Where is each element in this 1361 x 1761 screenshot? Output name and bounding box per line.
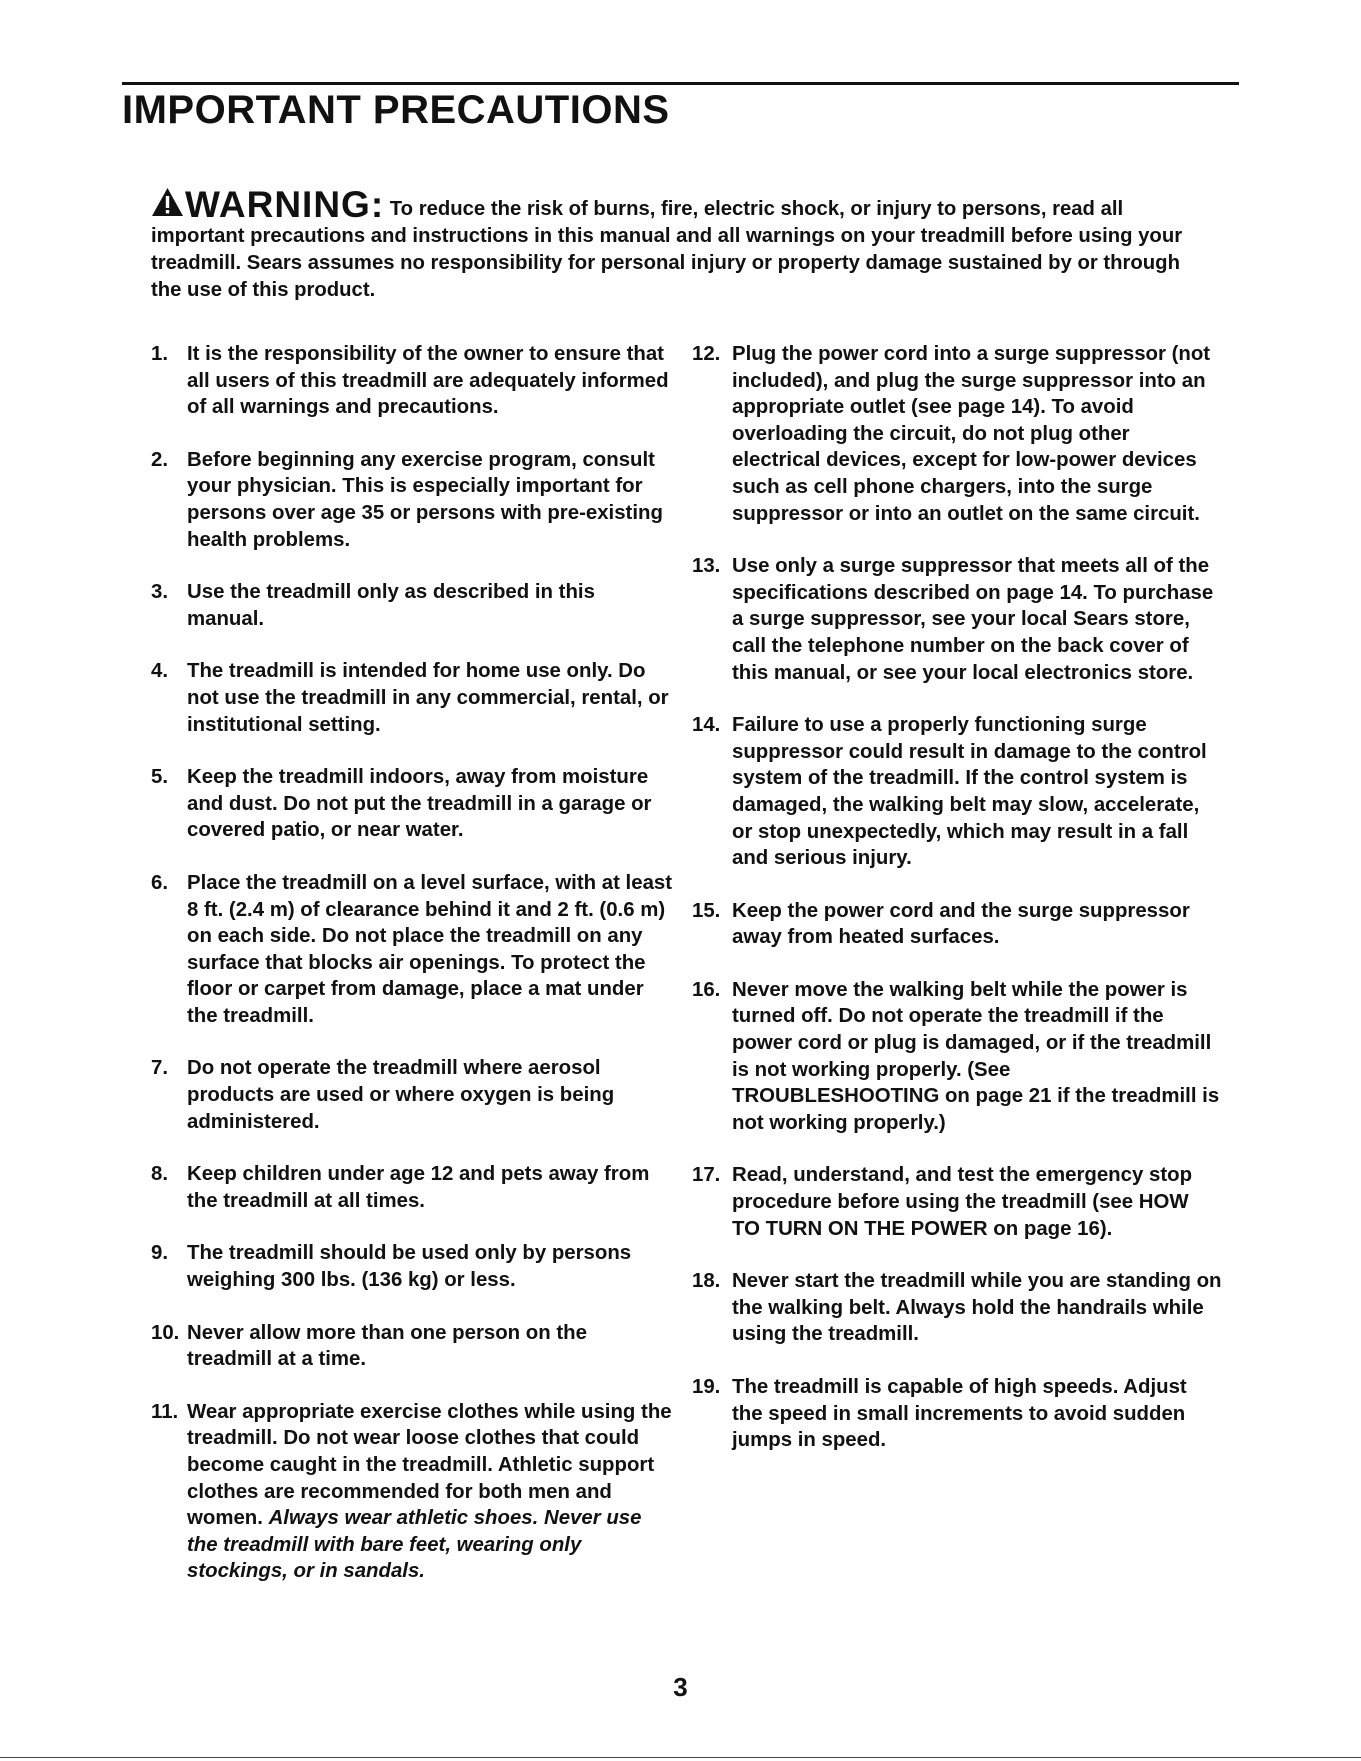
precaution-body: The treadmill is capable of high speeds. Adjust the speed in small increments to avoid sudden jumps in speed. [732, 1376, 1187, 1452]
precaution-number: 18. [692, 1270, 721, 1293]
precaution-text [187, 1055, 676, 1135]
precaution-item [692, 1268, 1222, 1348]
precaution-item [692, 1162, 1222, 1242]
precaution-text [187, 1399, 676, 1585]
precaution-number: 3. [151, 581, 169, 604]
precaution-text [732, 553, 1222, 686]
precaution-text [732, 1374, 1222, 1454]
precaution-number: 13. [692, 555, 721, 578]
precaution-item [151, 341, 676, 421]
precaution-text [187, 1240, 676, 1293]
precaution-text [187, 1320, 676, 1373]
precaution-item [151, 1161, 676, 1214]
precaution-number: 4. [151, 660, 169, 683]
precaution-body: Plug the power cord into a surge suppressor (not included), and plug the surge suppressor into an appropriate outlet (see page 14). To avoid overloading the circuit, do not plug other electrical devices, except for low-power devices such as cell phone chargers, into the surge suppressor or into an outlet on the same circuit. [732, 343, 1211, 525]
warning-text: To reduce the risk of burns, fire, electric shock, or injury to persons, read all important precautions and instructions in this manual and all warnings on your treadmill before using your treadmill. Sears assumes no responsibility for personal injury or property damage sustained by or through the use of this product. [151, 198, 1183, 301]
warning-block [151, 184, 1211, 304]
precaution-item [151, 658, 676, 738]
precaution-body: Before beginning any exercise program, consult your physician. This is especially important for persons over age 35 or persons with pre-existing health problems. [187, 448, 663, 551]
precaution-item [692, 898, 1222, 951]
precaution-body: It is the responsibility of the owner to ensure that all users of this treadmill are adequately informed of all warnings and precautions. [187, 343, 669, 419]
precaution-item [692, 341, 1222, 527]
precaution-number: 11. [151, 1400, 179, 1423]
precaution-number: 6. [151, 871, 169, 894]
precaution-text [187, 1161, 676, 1214]
precaution-body: Use the treadmill only as described in this manual. [187, 581, 595, 630]
precaution-body: Wear appropriate exercise clothes while using the treadmill. Do not wear loose clothes that could become caught in the treadmill. Athletic support clothes are recommended for both men and women. [187, 1400, 672, 1530]
warning-label: WARNING: [185, 184, 385, 225]
precaution-number: 16. [692, 978, 721, 1001]
precaution-number: 17. [692, 1164, 721, 1187]
bottom-rule [0, 1757, 1361, 1758]
precaution-number: 9. [151, 1242, 169, 1265]
precaution-text [187, 341, 676, 421]
precaution-number: 14. [692, 714, 721, 737]
precaution-text [732, 1268, 1222, 1348]
page-title: IMPORTANT PRECAUTIONS [122, 88, 670, 132]
precaution-number: 1. [151, 343, 169, 365]
precaution-body: Keep the power cord and the surge suppressor away from heated surfaces. [732, 899, 1190, 949]
precaution-text [187, 764, 676, 844]
precaution-item [692, 553, 1222, 686]
precaution-text [732, 898, 1222, 951]
precaution-item [692, 977, 1222, 1137]
precaution-number: 15. [692, 899, 721, 922]
precaution-text [187, 658, 676, 738]
precaution-body: Never start the treadmill while you are standing on the walking belt. Always hold the handrails while using the treadmill. [732, 1270, 1222, 1346]
precaution-item [151, 579, 676, 632]
precaution-item [692, 712, 1222, 872]
precaution-body: Place the treadmill on a level surface, with at least 8 ft. (2.4 m) of clearance behind it and 2 ft. (0.6 m) on each side. Do not place the treadmill on any surface that blocks air openings. To protect the floor or carpet from damage, place a mat under the treadmill. [187, 871, 673, 1027]
precaution-text [187, 870, 676, 1030]
top-rule [122, 82, 1239, 85]
precaution-item [151, 1240, 676, 1293]
precaution-item [692, 1374, 1222, 1454]
precaution-number: 2. [151, 448, 169, 471]
precaution-body: Keep children under age 12 and pets away from the treadmill at all times. [187, 1163, 650, 1212]
precaution-number: 8. [151, 1163, 169, 1186]
precaution-body: Never move the walking belt while the power is turned off. Do not operate the treadmill if the power cord or plug is damaged, or if the treadmill is not working properly. (See TROUBLESHOOTING on page 21 if the treadmill is not working properly.) [732, 978, 1220, 1134]
precaution-item [151, 764, 676, 844]
precaution-body: Read, understand, and test the emergency stop procedure before using the treadmill (see HOW TO TURN ON THE POWER on page 16). [732, 1164, 1193, 1240]
precaution-text [732, 341, 1222, 527]
precaution-text [187, 579, 676, 632]
precautions-right-column [692, 341, 1222, 1480]
precaution-text [187, 447, 676, 553]
precaution-number: 5. [151, 766, 169, 789]
precaution-item [151, 447, 676, 553]
precaution-number: 10. [151, 1321, 180, 1344]
precaution-body: The treadmill should be used only by persons weighing 300 lbs. (136 kg) or less. [187, 1242, 632, 1292]
precaution-item [151, 870, 676, 1030]
precautions-left-column [151, 341, 676, 1611]
precaution-body: Failure to use a properly functioning surge suppressor could result in damage to the control system of the treadmill. If the control system is damaged, the walking belt may slow, accelerate, or stop unexpectedly, which may result in a fall and serious injury. [732, 714, 1207, 870]
precaution-item [151, 1399, 676, 1585]
precaution-body: Never allow more than one person on the treadmill at a time. [187, 1321, 587, 1371]
precaution-text [732, 1162, 1222, 1242]
precaution-body: The treadmill is intended for home use only. Do not use the treadmill in any commercial, rental, or institutional setting. [187, 660, 669, 736]
precaution-number: 12. [692, 343, 721, 365]
precaution-body: Use only a surge suppressor that meets all of the specifications described on page 14. To purchase a surge suppressor, see your local Sears store, call the telephone number on the back cover of this manual, or see your local electronics store. [732, 555, 1214, 684]
precaution-text [732, 977, 1222, 1137]
precaution-number: 19. [692, 1376, 721, 1398]
precaution-item [151, 1055, 676, 1135]
precaution-body: Keep the treadmill indoors, away from moisture and dust. Do not put the treadmill in a garage or covered patio, or near water. [187, 766, 652, 842]
precaution-item [151, 1320, 676, 1373]
precaution-body: Do not operate the treadmill where aerosol products are used or where oxygen is being administered. [187, 1057, 615, 1133]
warning-triangle-icon [151, 187, 184, 217]
page-number: 3 [673, 1672, 688, 1702]
precaution-emphasis: Always wear athletic shoes. Never use the treadmill with bare feet, wearing only stockings, or in sandals. [187, 1507, 642, 1583]
precaution-number: 7. [151, 1057, 169, 1080]
precaution-text [732, 712, 1222, 872]
